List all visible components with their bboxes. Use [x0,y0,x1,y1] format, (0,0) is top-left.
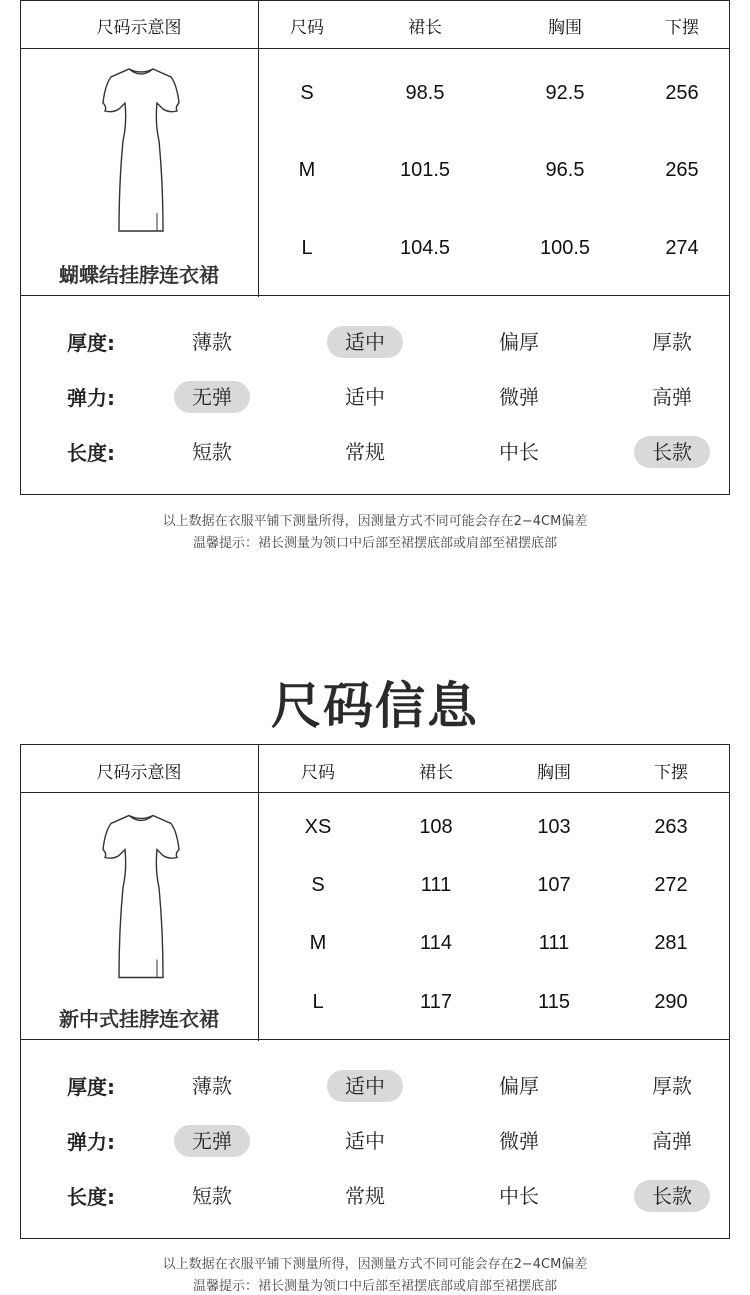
attr-option: 薄款 [192,1074,232,1098]
cell-size: XS [304,816,332,838]
attr-label-length: 长度: [67,1185,115,1209]
attr-option: 薄款 [192,330,232,354]
attr-label-thickness: 厚度: [67,1075,115,1099]
attr-option: 偏厚 [499,1074,539,1098]
attr-option: 短款 [192,1184,232,1208]
dress-outline-icon [91,807,191,982]
cell-chest: 103 [537,816,571,838]
cell-chest: 96.5 [545,159,585,181]
header-diagram: 尺码示意图 [96,18,182,38]
attribute-panel-1 [20,295,730,495]
attr-option-selected: 长款 [634,436,710,468]
attr-option-selected: 无弹 [174,381,250,413]
cell-length: 98.5 [405,82,445,104]
cell-length: 117 [420,991,452,1013]
cell-size: M [298,159,316,181]
cell-chest: 100.5 [539,237,591,259]
cell-hem: 290 [654,991,688,1013]
cell-length: 104.5 [399,237,451,259]
cell-hem: 281 [654,932,688,954]
attr-option: 适中 [345,385,385,409]
attr-option: 高弹 [652,385,692,409]
header-chest: 胸围 [548,18,582,38]
attr-option-selected: 适中 [327,1070,403,1102]
attr-label-length: 长度: [67,441,115,465]
cell-chest: 92.5 [545,82,585,104]
attr-option: 高弹 [652,1129,692,1153]
attr-option: 中长 [499,440,539,464]
cell-hem: 263 [654,816,688,838]
cell-size: M [309,932,327,954]
attr-label-elasticity: 弹力: [67,1130,115,1154]
header-length: 裙长 [408,18,442,38]
attr-option: 适中 [345,1129,385,1153]
attr-option-selected: 长款 [634,1180,710,1212]
cell-length: 111 [420,874,452,896]
header-size: 尺码 [290,18,324,38]
cell-hem: 256 [665,82,699,104]
attr-option: 厚款 [652,1074,692,1098]
header-chest: 胸围 [537,763,571,783]
cell-length: 101.5 [399,159,451,181]
attr-option: 厚款 [652,330,692,354]
attr-label-thickness: 厚度: [67,331,115,355]
attr-option: 常规 [345,1184,385,1208]
cell-chest: 107 [537,874,571,896]
size-chart-1 [20,0,730,495]
measurement-note-2: 以上数据在衣服平铺下测量所得，因测量方式不同可能会存在2−4CM偏差 [162,1257,588,1272]
dress-name: 蝴蝶结挂脖连衣裙 [59,263,219,287]
attr-option: 微弹 [499,1129,539,1153]
measurement-tip-2: 温馨提示：裙长测量为领口中后部至裙摆底部或肩部至裙摆底部 [192,1279,557,1294]
dress-outline-icon [91,63,191,233]
cell-length: 108 [419,816,453,838]
cell-hem: 265 [665,159,699,181]
section-title: 尺码信息 [271,677,479,735]
attr-option-selected: 无弹 [174,1125,250,1157]
attr-option: 中长 [499,1184,539,1208]
attr-option: 偏厚 [499,330,539,354]
attr-option: 常规 [345,440,385,464]
cell-chest: 111 [538,932,570,954]
header-hem: 下摆 [654,763,688,783]
cell-size: S [300,82,314,104]
attr-option: 微弹 [499,385,539,409]
attr-option: 短款 [192,440,232,464]
header-hem: 下摆 [665,18,699,38]
measurement-tip-1: 温馨提示：裙长测量为领口中后部至裙摆底部或肩部至裙摆底部 [192,536,557,551]
cell-hem: 272 [654,874,688,896]
size-table-2 [20,744,730,1040]
measurement-note-1: 以上数据在衣服平铺下测量所得，因测量方式不同可能会存在2−4CM偏差 [162,514,588,529]
header-length: 裙长 [419,763,453,783]
size-chart-2 [20,744,730,1239]
cell-chest: 115 [538,991,570,1013]
cell-size: L [301,237,313,259]
cell-length: 114 [420,932,452,954]
attr-option-selected: 适中 [327,326,403,358]
attribute-panel-2 [20,1039,730,1239]
header-size: 尺码 [301,763,335,783]
attr-label-elasticity: 弹力: [67,386,115,410]
cell-size: S [311,874,325,896]
cell-size: L [312,991,324,1013]
cell-hem: 274 [665,237,699,259]
size-table-1 [20,0,730,296]
header-diagram: 尺码示意图 [96,763,182,783]
dress-name: 新中式挂脖连衣裙 [59,1007,219,1031]
